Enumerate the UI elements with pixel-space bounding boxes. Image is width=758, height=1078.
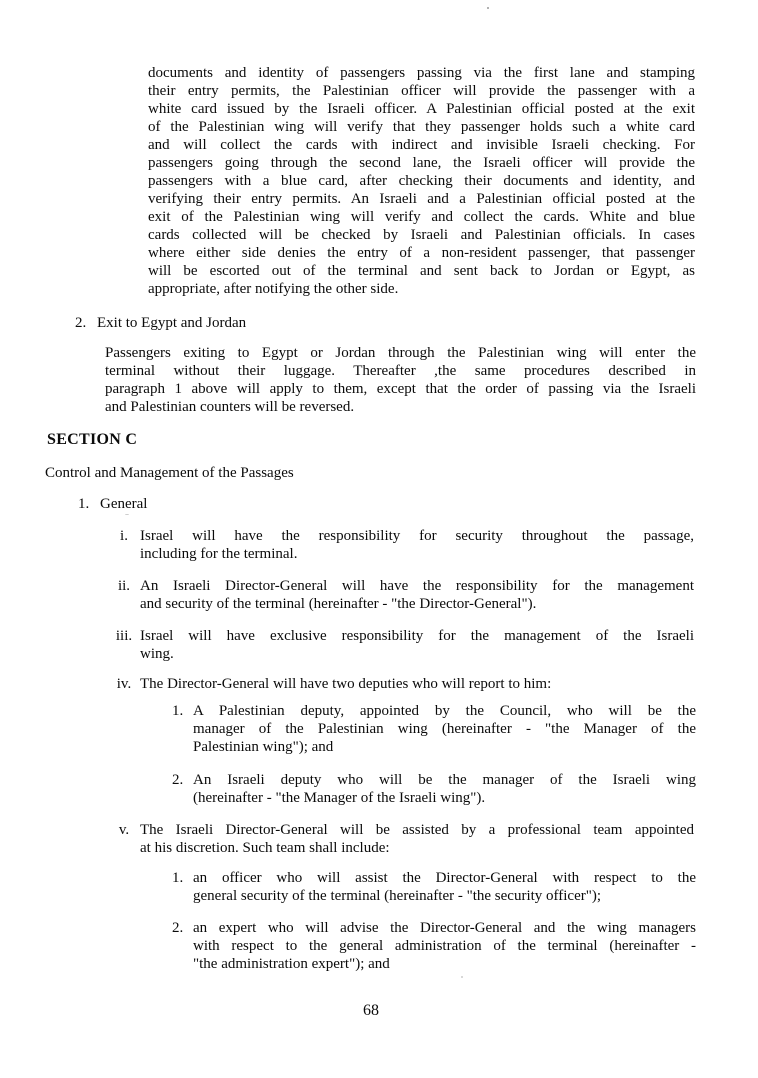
text-line: of the Palestinian wing will verify that they passenger holds such a white card: [148, 119, 695, 135]
roman-item-text: [140, 675, 694, 693]
text-line: "the administration expert"); and: [193, 956, 390, 972]
opening-paragraph: [148, 64, 695, 298]
roman-item-text: [140, 527, 694, 563]
sub-item-palestinian-deputy: [172, 702, 696, 756]
roman-numeral: iii.: [115, 628, 133, 644]
text-line: an officer who will assist the Director-General with respect to the: [193, 870, 696, 886]
sub-item-number: 1.: [172, 703, 184, 719]
text-line: wing.: [140, 646, 174, 662]
text-line: at his discretion. Such team shall include:: [140, 840, 390, 856]
text-line: their entry permits, the Palestinian officer will provide the passenger with a: [148, 83, 695, 99]
text-line: documents and identity of passengers passing via the first lane and stamping: [148, 65, 695, 81]
text-line: An Israeli deputy who will be the manager of the Israeli wing: [193, 772, 696, 788]
sub-item-text: [193, 771, 696, 807]
text-line: cards collected will be checked by Israeli and Palestinian officials. In cases: [148, 227, 695, 243]
sub-item-text: [193, 919, 696, 973]
roman-item-iv: [108, 675, 694, 693]
roman-item-i: [108, 527, 694, 563]
item-title: General: [100, 496, 148, 512]
text-line: an expert who will advise the Director-General and the wing managers: [193, 920, 696, 936]
roman-item-iii: [108, 627, 694, 663]
roman-numeral: i.: [120, 528, 128, 544]
text-line: terminal without their luggage. Thereafter ,the same procedures described in: [105, 363, 696, 379]
text-line: will be escorted out of the terminal and sent back to Jordan or Egypt, as: [148, 263, 695, 279]
scan-artifact: [461, 976, 463, 978]
roman-item-text: [140, 821, 694, 857]
item-number: 1.: [78, 496, 90, 512]
text-line: and security of the terminal (hereinafter - "the Director-General").: [140, 596, 537, 612]
sub-item-number: 2.: [172, 772, 184, 788]
text-line: The Director-General will have two deputies who will report to him:: [140, 676, 552, 692]
roman-item-v: [108, 821, 694, 857]
sub-item-number: 2.: [172, 920, 184, 936]
sub-item-security-officer: [172, 869, 696, 905]
text-line: and will collect the cards with indirect and invisible Israeli checking. For: [148, 137, 695, 153]
text-line: including for the terminal.: [140, 546, 298, 562]
page-number: 68: [363, 1002, 379, 1019]
text-line: (hereinafter - "the Manager of the Israeli wing").: [193, 790, 486, 806]
text-line: verifying their entry permits. An Israeli and a Palestinian official posted at the: [148, 191, 695, 207]
roman-numeral: ii.: [117, 578, 131, 594]
text-line: general security of the terminal (hereinafter - "the security officer");: [193, 888, 602, 904]
text-line: where either side denies the entry of a non-resident passenger, that passenger: [148, 245, 695, 261]
roman-numeral: iv.: [116, 676, 132, 692]
text-line: A Palestinian deputy, appointed by the Council, who will be the: [193, 703, 696, 719]
text-line: passengers with a blue card, after checking their documents and identity, and: [148, 173, 695, 189]
text-line: An Israeli Director-General will have the responsibility for the management: [140, 578, 694, 594]
sub-item-administration-expert: [172, 919, 696, 973]
section-subtitle: Control and Management of the Passages: [45, 465, 294, 481]
text-line: The Israeli Director-General will be assisted by a professional team appointed: [140, 822, 694, 838]
text-line: paragraph 1 above will apply to them, except that the order of passing via the Israeli: [105, 381, 696, 397]
sub-item-number: 1.: [172, 870, 184, 886]
text-line: Israel will have the responsibility for security throughout the passage,: [140, 528, 694, 544]
roman-numeral: v.: [118, 822, 130, 838]
text-line: passengers going through the second lane, the Israeli officer will provide the: [148, 155, 695, 171]
text-line: and Palestinian counters will be reversed.: [105, 399, 355, 415]
roman-item-ii: [108, 577, 694, 613]
text-line: Israel will have exclusive responsibility for the management of the Israeli: [140, 628, 694, 644]
sub-item-text: [193, 869, 696, 905]
numbered-item-exit-heading: [75, 314, 758, 332]
text-line: Palestinian wing"); and: [193, 739, 334, 755]
item-title: Exit to Egypt and Jordan: [97, 315, 247, 331]
section-heading: SECTION C: [47, 431, 138, 448]
scan-artifact: [125, 514, 129, 515]
text-line: white card issued by the Israeli officer. A Palestinian official posted at the exit: [148, 101, 695, 117]
exit-paragraph: [105, 344, 696, 416]
item-number: 2.: [75, 315, 87, 331]
sub-item-text: [193, 702, 696, 756]
numbered-item-general-heading: [78, 495, 758, 513]
sub-item-israeli-deputy: [172, 771, 696, 807]
text-line: appropriate, after notifying the other side.: [148, 281, 399, 297]
text-line: Passengers exiting to Egypt or Jordan through the Palestinian wing will enter the: [105, 345, 696, 361]
roman-item-text: [140, 577, 694, 613]
text-line: exit of the Palestinian wing will verify and collect the cards. White and blue: [148, 209, 695, 225]
scan-artifact: [487, 7, 489, 9]
roman-item-text: [140, 627, 694, 663]
text-line: with respect to the general administration of the terminal (hereinafter -: [193, 938, 696, 954]
text-line: manager of the Palestinian wing (hereinafter - "the Manager of the: [193, 721, 696, 737]
